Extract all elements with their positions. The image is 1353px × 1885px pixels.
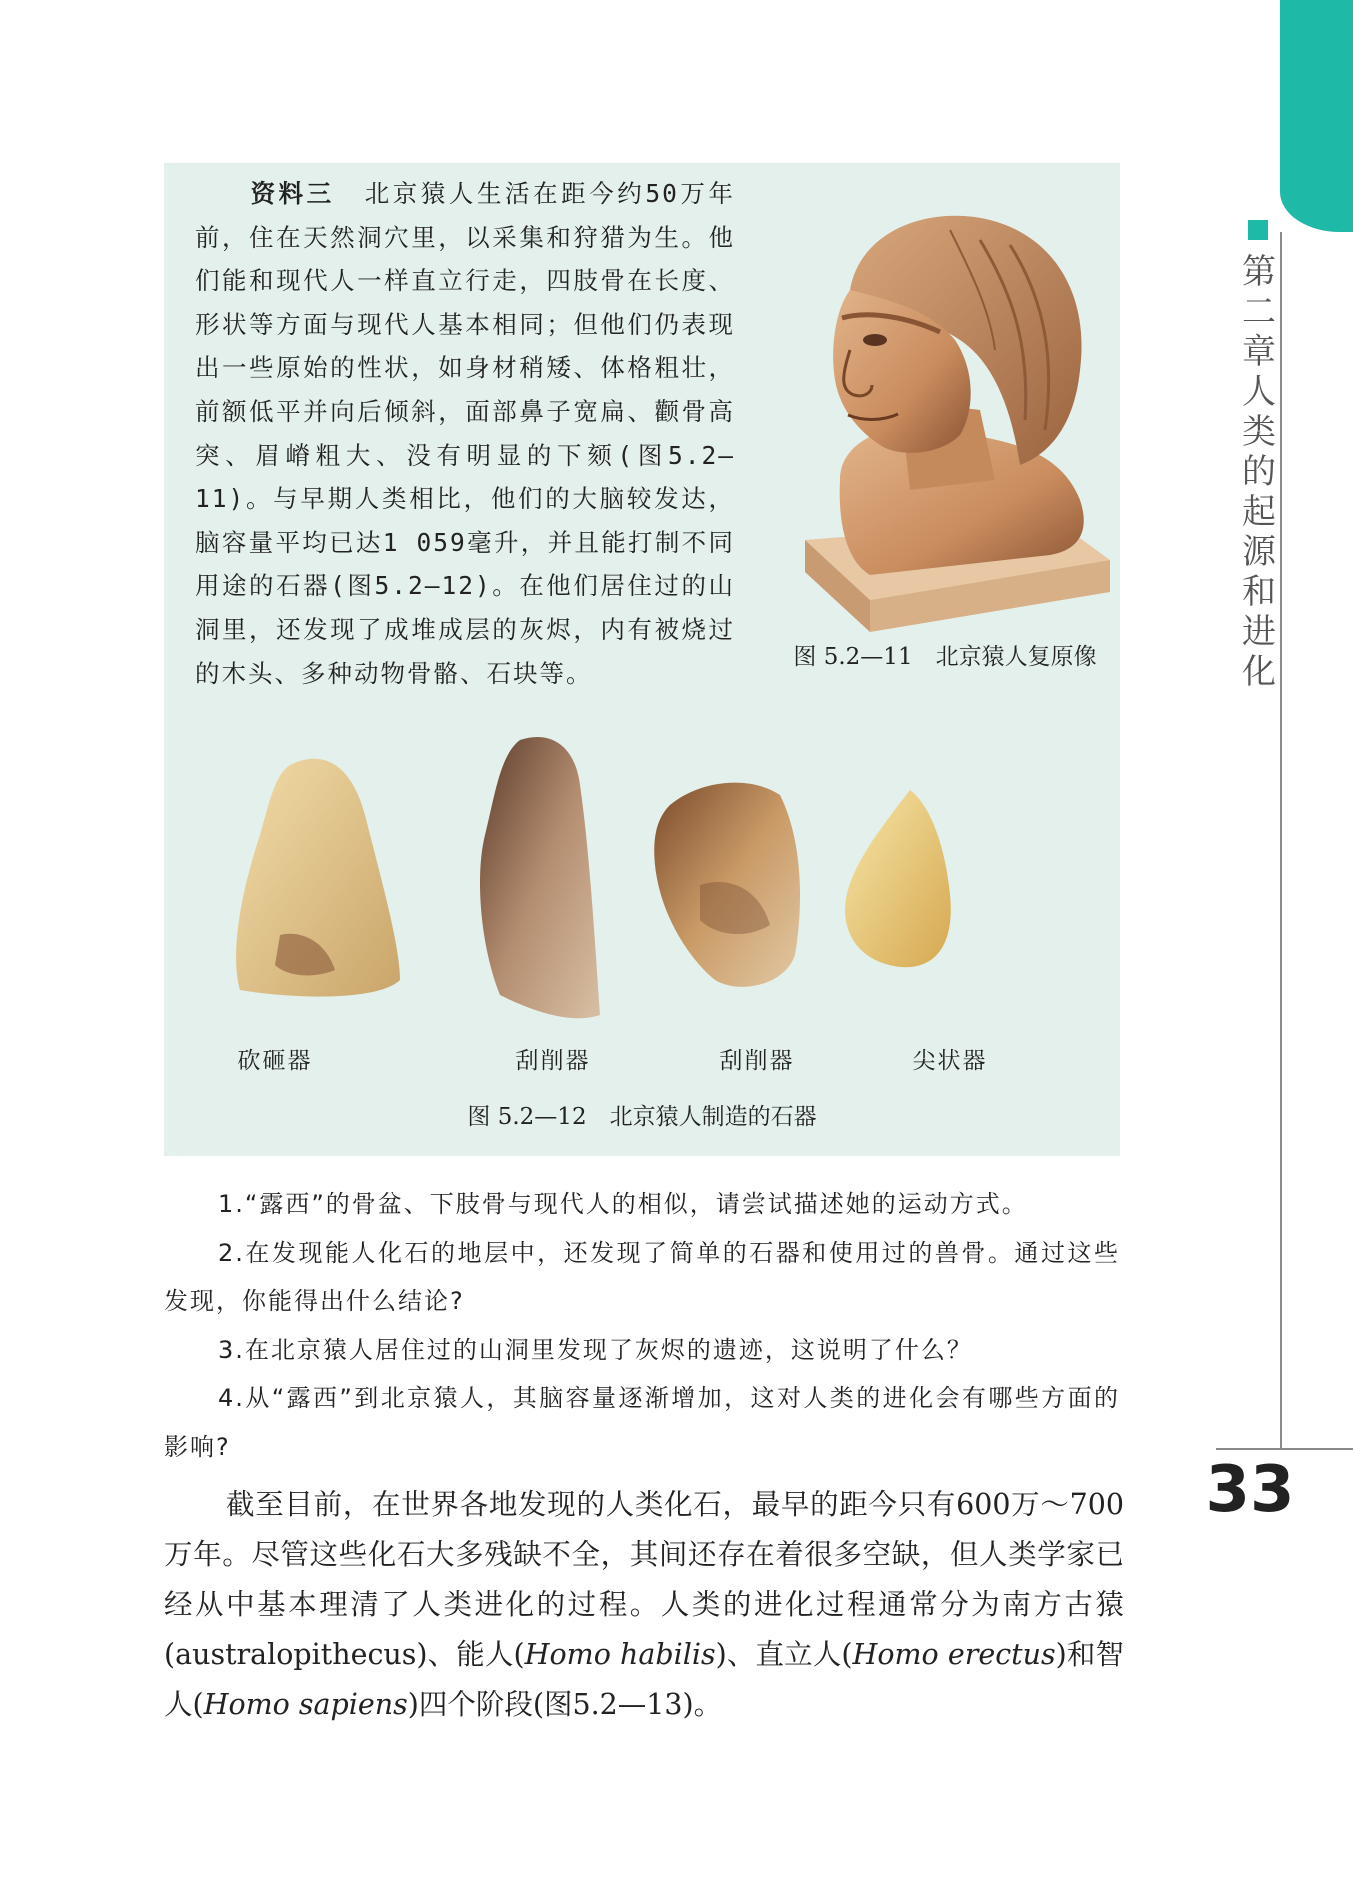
- discussion-questions: [164, 1180, 1120, 1471]
- species-name: Homo sapiens: [203, 1688, 408, 1721]
- body-text-part: 截至目前，在世界各地发现的人类化石，最早的距今只有600万～700万年。尽管这些化石大多残缺不全，其间还存在着很多空缺，但人类学家已经从中基本理清了人类进化的过程。人类的进化过程通常分为南方古猿(australopithecus)、能人(: [164, 1488, 1124, 1671]
- page-number: 33: [1205, 1453, 1295, 1527]
- peking-man-bust-image: [780, 200, 1110, 632]
- figure-caption-tools: 图 5.2—12 北京猿人制造的石器: [467, 1104, 817, 1130]
- stone-tools-image: [230, 725, 1030, 1035]
- chapter-title: 第二章 人类的起源和进化: [1242, 252, 1276, 692]
- material-label: 资料三: [249, 179, 335, 208]
- page-number-rule: [1216, 1448, 1353, 1450]
- chapter-marker-icon: [1248, 220, 1268, 240]
- body-text-part: )四个阶段(图5.2—13)。: [407, 1688, 723, 1721]
- question-item: 3.在北京猿人居住过的山洞里发现了灰烬的遗迹，这说明了什么？: [218, 1335, 973, 1364]
- point-tool: [845, 790, 951, 967]
- margin-divider: [1280, 232, 1282, 1450]
- tool-label-scraper-1: 刮削器: [515, 1048, 591, 1074]
- material-text: 北京猿人生活在距今约50万年前，住在天然洞穴里，以采集和狩猎为生。他们能和现代人一样直立行走，四肢骨在长度、形状等方面与现代人基本相同；但他们仍表现出一些原始的性状，如身材稍矮、体格粗壮，前额低平并向后倾斜，面部鼻子宽扁、颧骨高突、眉嵴粗大、没有明显的下颏(图5.2—11)。与早期人类相比，他们的大脑较发达，脑容量平均已达1 059毫升，并且能打制不同用途的石器(图5.2—12)。在他们居住过的山洞里，还发现了成堆成层的灰烬，内有被烧过的木头、多种动物骨骼、石块等。: [195, 179, 735, 688]
- material-paragraph: [195, 172, 735, 695]
- question-item: 2.在发现能人化石的地层中，还发现了简单的石器和使用过的兽骨。通过这些发现，你能得出什么结论?: [164, 1238, 1120, 1315]
- body-text-part: )、直立人(: [715, 1638, 853, 1671]
- species-name: Homo erectus: [852, 1638, 1056, 1671]
- question-item: 1.“露西”的骨盆、下肢骨与现代人的相似，请尝试描述她的运动方式。: [218, 1190, 1028, 1218]
- scraper-tool-1: [480, 737, 600, 1018]
- tool-label-scraper-2: 刮削器: [719, 1048, 795, 1074]
- body-paragraph: [164, 1480, 1124, 1730]
- body-text-part: )和智人(: [164, 1638, 1124, 1721]
- species-name: Homo habilis: [524, 1638, 716, 1671]
- tool-label-chopper: 砍砸器: [237, 1048, 313, 1074]
- question-item: 4.从“露西”到北京猿人，其脑容量逐渐增加，这对人类的进化会有哪些方面的影响?: [164, 1384, 1120, 1461]
- figure-caption-bust: 图 5.2—11 北京猿人复原像: [793, 644, 1097, 670]
- chapter-tab-decoration: [1280, 0, 1353, 232]
- tool-label-point: 尖状器: [912, 1048, 988, 1074]
